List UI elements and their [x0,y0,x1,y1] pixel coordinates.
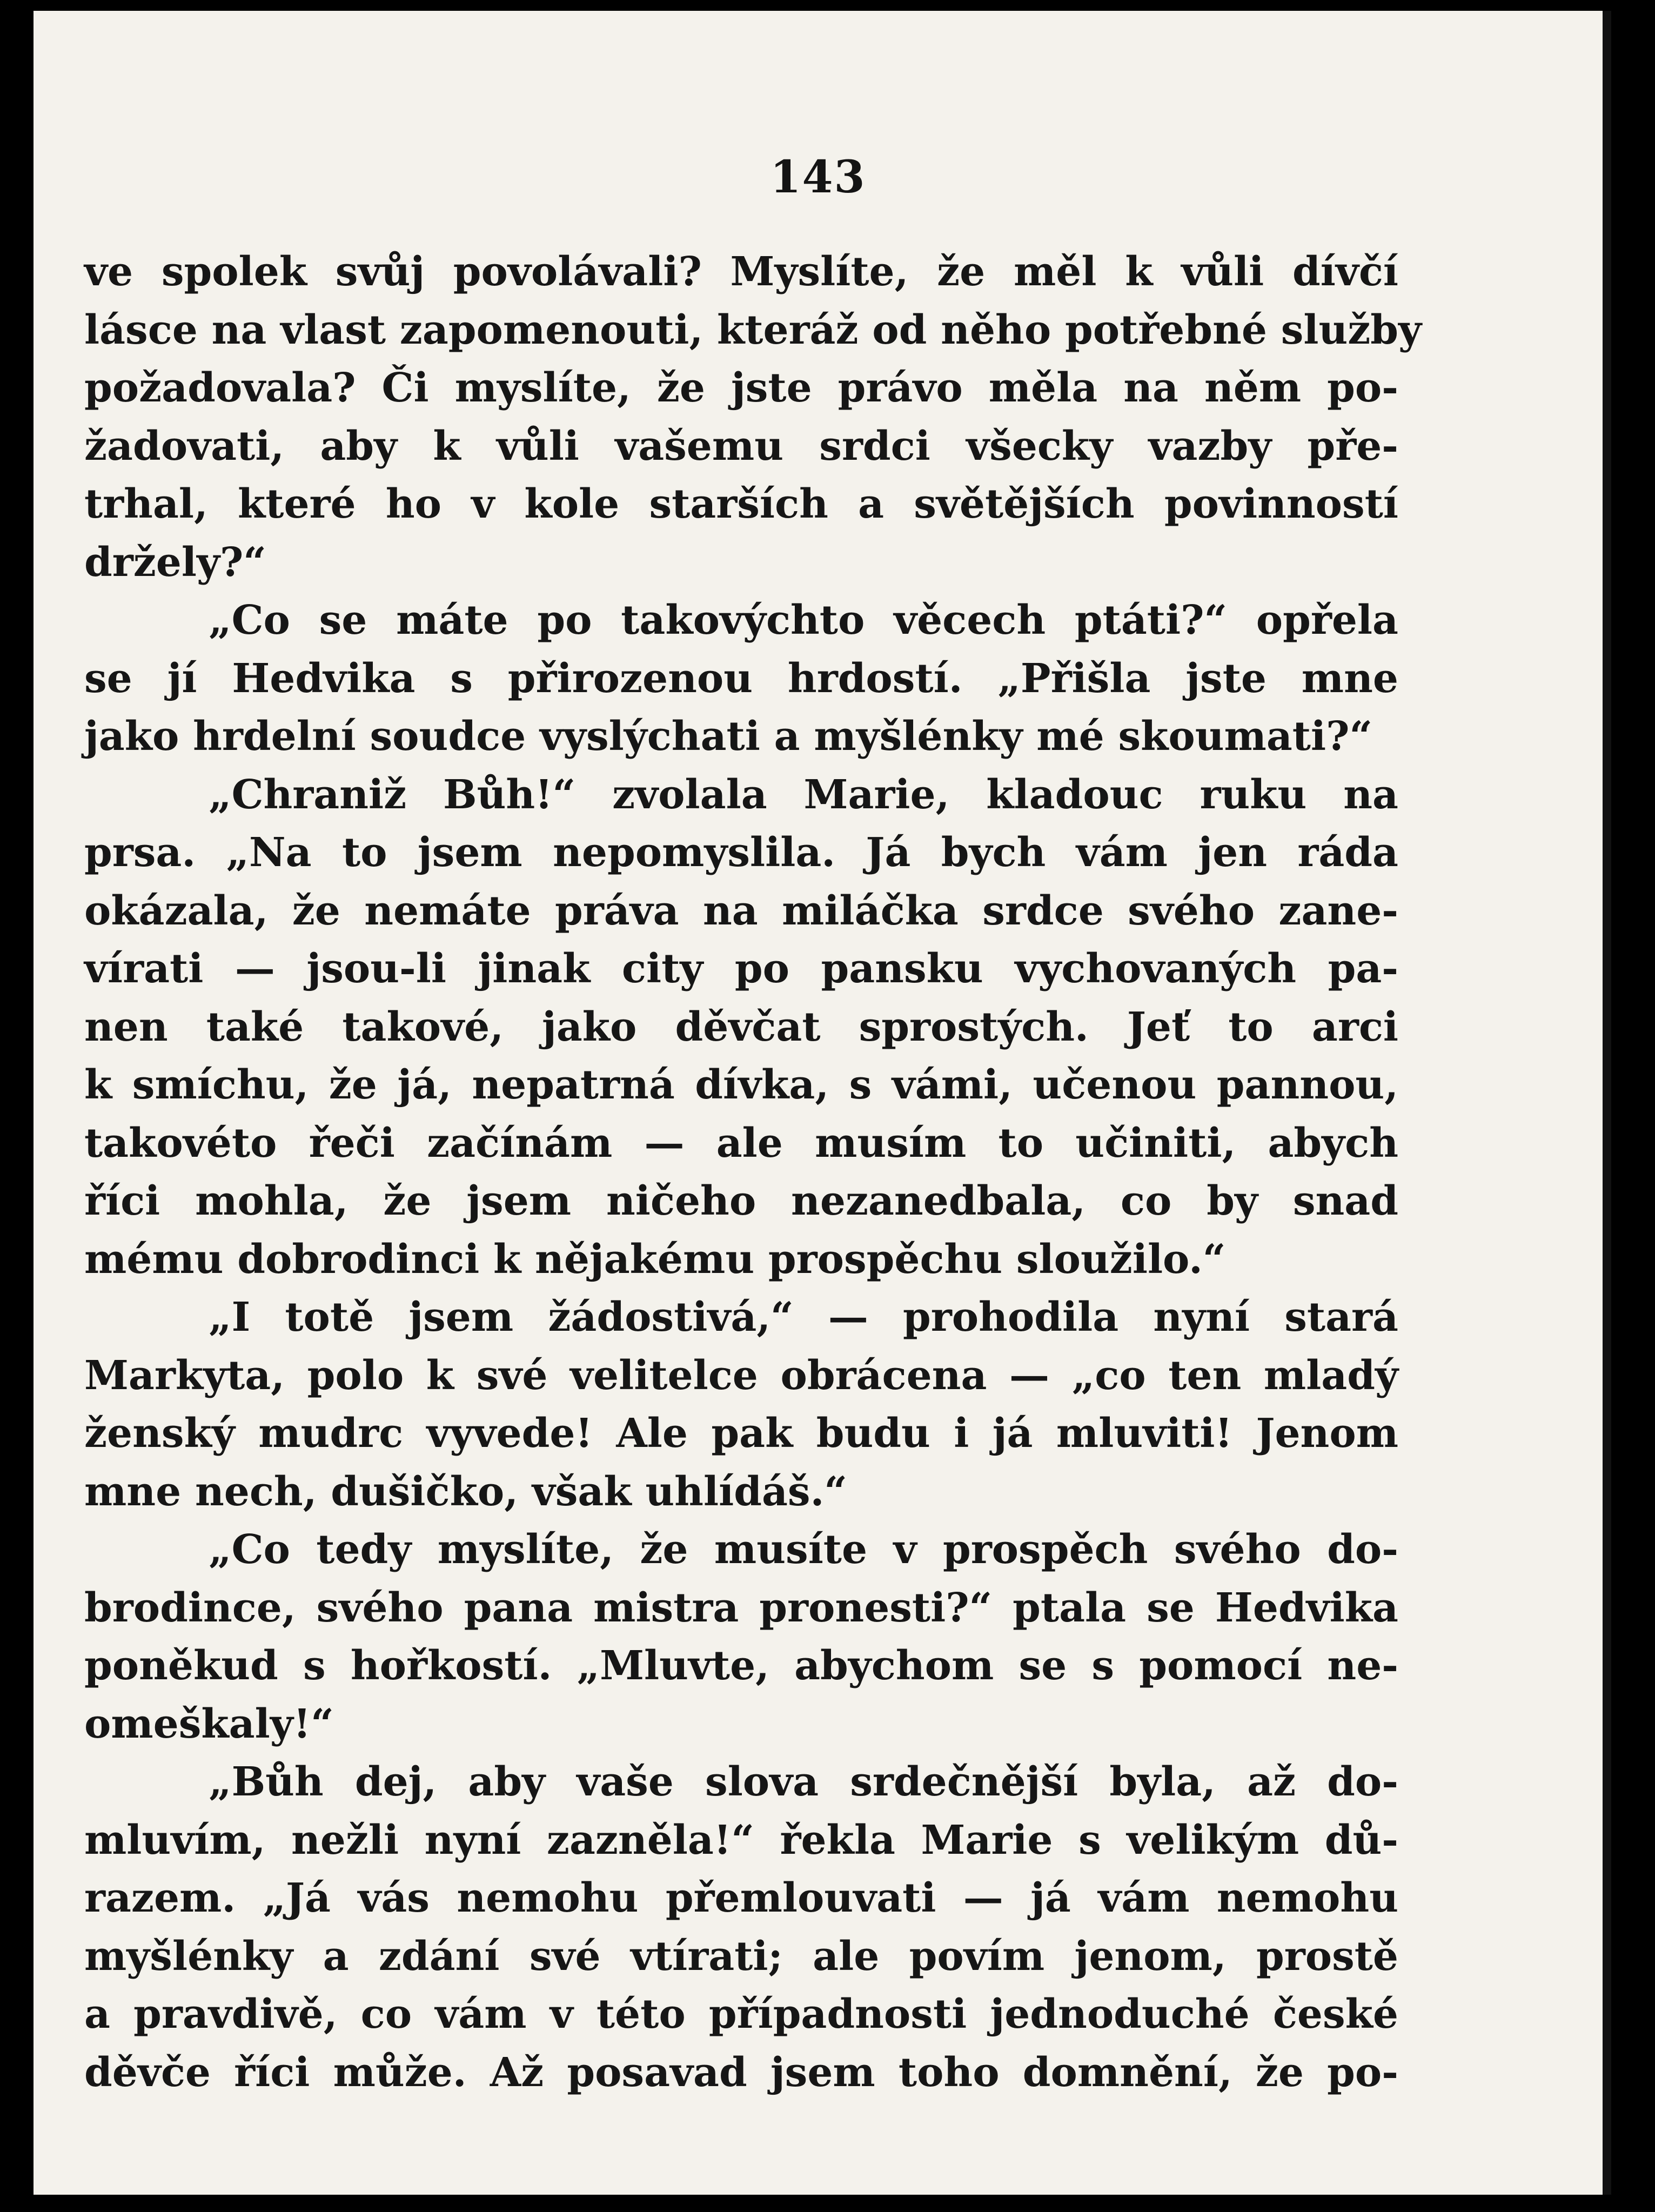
text-line: požadovala? Či myslíte, že jste právo měla na něm po- [84,365,1398,411]
text-line: okázala, že nemáte práva na miláčka srdce svého zane- [84,887,1398,934]
text-line: říci mohla, že jsem ničeho nezanedbala, co by snad [84,1178,1398,1224]
text-line: ve spolek svůj povolávali? Myslíte, že měl k vůli dívčí [84,249,1398,295]
text-line: razem. „Já vás nemohu přemlouvati — já vám nemohu [84,1875,1398,1921]
text-line: vírati — jsou-li jinak city po pansku vychovaných pa- [84,946,1398,992]
text-line: lásce na vlast zapomenouti, kteráž od něho potřebné služby [84,306,1422,353]
text-line: myšlénky a zdání své vtírati; ale povím jenom, prostě [84,1933,1398,1980]
text-line: děvče říci může. Až posavad jsem toho domnění, že po- [84,2049,1398,2096]
text-line: jako hrdelní soudce vyslýchati a myšlénky mé skoumati?“ [84,713,1373,760]
text-line: se jí Hedvika s přirozenou hrdostí. „Přišla jste mne [84,655,1398,702]
book-page [33,11,1611,2195]
page-number: 143 [770,151,866,203]
text-line: brodince, svého pana mistra pronesti?“ ptala se Hedvika [84,1584,1398,1631]
text-line: omeškaly!“ [84,1700,334,1747]
text-line: mne nech, dušičko, však uhlídáš.“ [84,1468,847,1515]
text-line: k smíchu, že já, nepatrná dívka, s vámi, učenou pannou, [84,1062,1398,1108]
text-line: „Co tedy myslíte, že musíte v prospěch svého do- [209,1526,1398,1573]
text-line: „Co se máte po takovýchto věcech ptáti?“ opřela [209,597,1398,644]
text-line: „Chraniž Bůh!“ zvolala Marie, kladouc ruku na [209,771,1398,818]
text-line: trhal, které ho v kole starších a světějších povinností [84,481,1398,527]
text-line: žadovati, aby k vůli vašemu srdci všecky vazby pře- [84,423,1398,470]
text-line: mluvím, nežli nyní zazněla!“ řekla Marie s velikým dů- [84,1816,1398,1864]
text-line: Markyta, polo k své velitelce obrácena — „co ten mladý [84,1352,1398,1399]
text-line: „I totě jsem žádostivá,“ — prohodila nyní stará [209,1294,1398,1340]
text-line: ženský mudrc vyvede! Ale pak budu i já mluviti! Jenom [84,1410,1398,1457]
body-text [84,243,1422,2102]
text-line: držely?“ [84,539,266,586]
text-line: mému dobrodinci k nějakému prospěchu sloužilo.“ [84,1236,1226,1283]
text-line: takovéto řeči začínám — ale musím to učiniti, abych [84,1120,1398,1167]
text-line: prsa. „Na to jsem nepomyslila. Já bych vám jen ráda [84,829,1398,876]
text-line: a pravdivě, co vám v této případnosti jednoduché české [84,1991,1398,2037]
text-line: „Bůh dej, aby vaše slova srdečnější byla, až do- [209,1759,1398,1805]
text-line: nen také takové, jako děvčat sprostých. Jeť to arci [84,1003,1398,1050]
text-line: poněkud s hořkostí. „Mluvte, abychom se s pomocí ne- [84,1643,1398,1689]
